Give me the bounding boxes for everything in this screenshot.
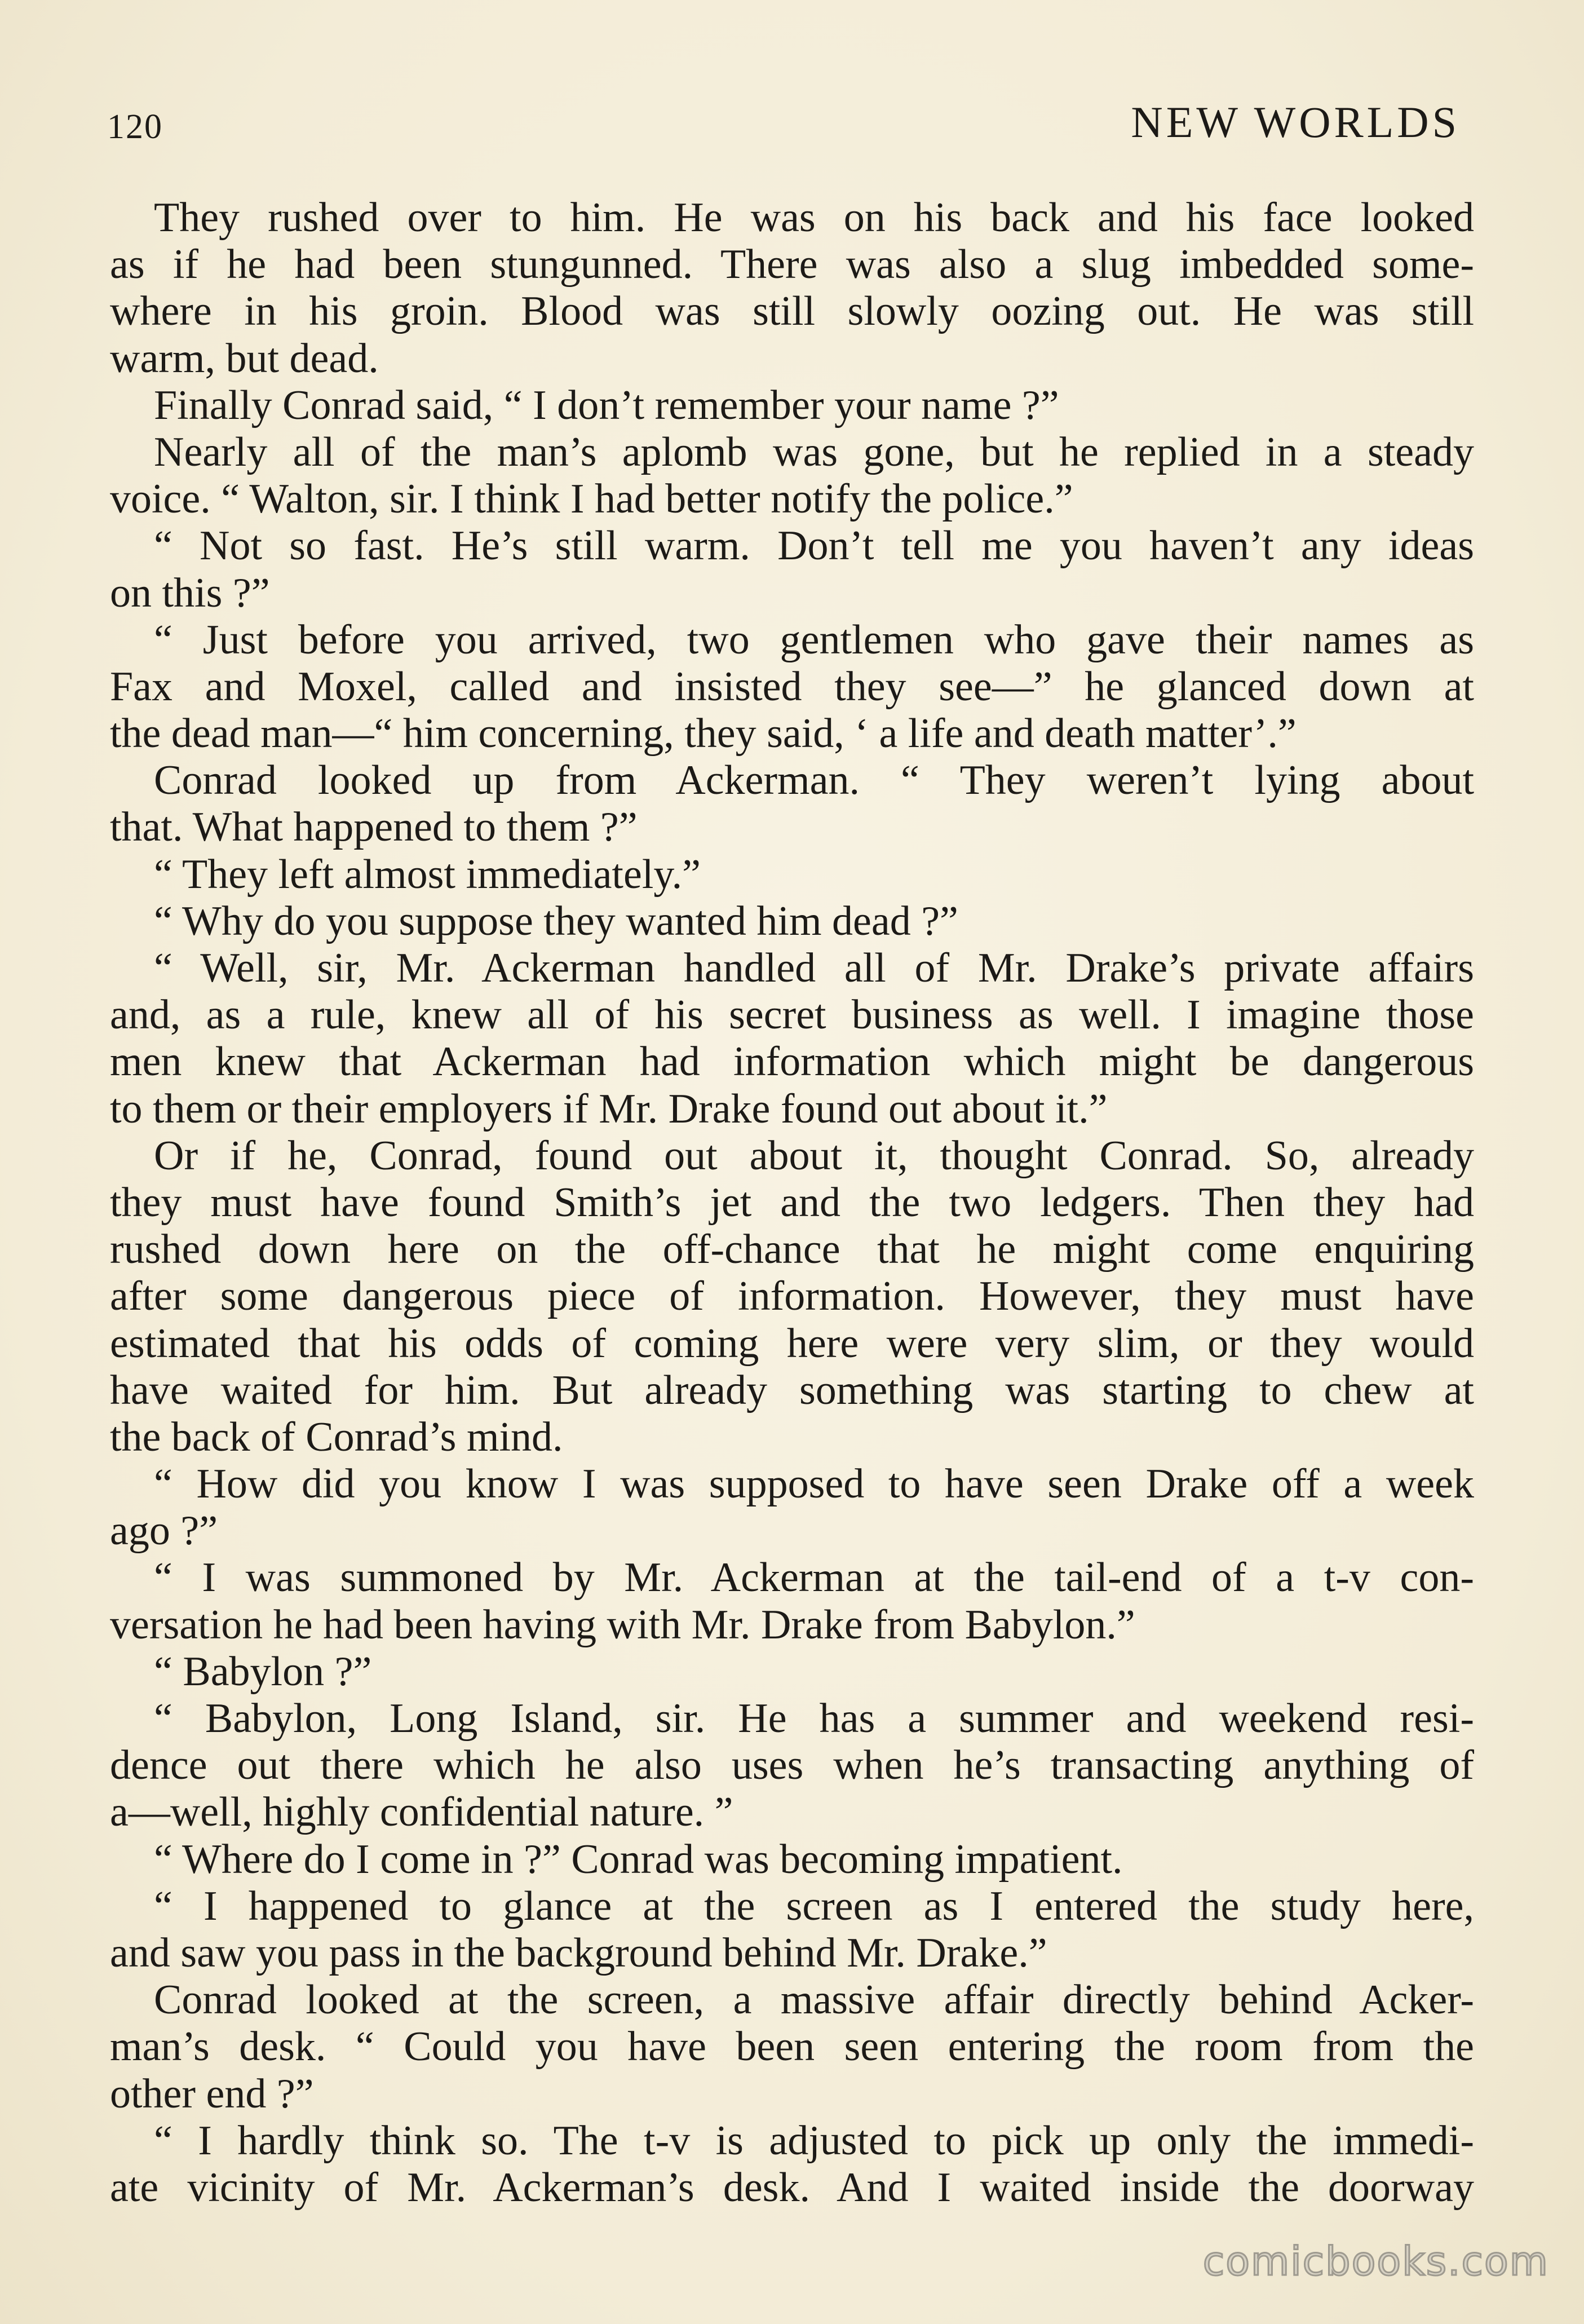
text-line: “ How did you know I was supposed to have seen Drake off a week <box>154 1461 1474 1508</box>
text-line: man’s desk. “ Could you have been seen entering the room from the <box>110 2023 1474 2070</box>
text-line: Or if he, Conrad, found out about it, thought Conrad. So, already <box>154 1132 1474 1179</box>
text-line: rushed down here on the off-chance that he might come enquiring <box>110 1226 1474 1273</box>
text-line: the dead man—“ him concerning, they said, ‘ a life and death matter’.” <box>110 710 1297 757</box>
watermark: comicbooks.com <box>1202 2238 1549 2285</box>
text-line: “ Just before you arrived, two gentlemen who gave their names as <box>154 616 1474 663</box>
text-line: men knew that Ackerman had information which might be dangerous <box>110 1039 1474 1085</box>
text-line: on this ?” <box>110 569 270 616</box>
page-header <box>107 97 1460 153</box>
text-line: have waited for him. But already something was starting to chew at <box>110 1367 1474 1413</box>
text-line: that. What happened to them ?” <box>110 804 638 851</box>
text-line: Nearly all of the man’s aplomb was gone, but he replied in a steady <box>154 428 1474 475</box>
text-line: voice. “ Walton, sir. I think I had better notify the police.” <box>110 476 1073 523</box>
text-line: as if he had been stungunned. There was also a slug imbedded some- <box>110 241 1474 288</box>
text-line: Fax and Moxel, called and insisted they see—” he glanced down at <box>110 663 1474 710</box>
text-line: “ Well, sir, Mr. Ackerman handled all of Mr. Drake’s private affairs <box>154 945 1474 991</box>
text-line: the back of Conrad’s mind. <box>110 1413 563 1460</box>
text-line: “ Why do you suppose they wanted him dead ?” <box>154 898 958 944</box>
text-line: “ Where do I come in ?” Conrad was becoming impatient. <box>154 1836 1123 1883</box>
text-line: where in his groin. Blood was still slowly oozing out. He was still <box>110 288 1474 335</box>
text-line: estimated that his odds of coming here were very slim, or they would <box>110 1320 1474 1367</box>
running-title: NEW WORLDS <box>1131 98 1460 147</box>
text-line: a—well, highly confidential nature. ” <box>110 1789 733 1836</box>
text-line: “ Not so fast. He’s still warm. Don’t tell me you haven’t any ideas <box>154 523 1474 569</box>
text-line: “ I happened to glance at the screen as I entered the study here, <box>154 1883 1474 1929</box>
text-line: other end ?” <box>110 2070 314 2117</box>
text-line: ago ?” <box>110 1508 218 1554</box>
text-line: they must have found Smith’s jet and the two ledgers. Then they had <box>110 1179 1474 1226</box>
body-text <box>110 195 1474 2211</box>
text-line: They rushed over to him. He was on his back and his face looked <box>154 195 1474 241</box>
text-line: Finally Conrad said, “ I don’t remember your name ?” <box>154 382 1059 428</box>
text-line: Conrad looked up from Ackerman. “ They weren’t lying about <box>154 757 1474 804</box>
text-line: “ I hardly think so. The t-v is adjusted to pick up only the immedi- <box>154 2117 1474 2164</box>
text-line: and, as a rule, knew all of his secret business as well. I imagine those <box>110 992 1474 1039</box>
text-line: after some dangerous piece of information. However, they must have <box>110 1273 1474 1320</box>
text-line: warm, but dead. <box>110 335 379 382</box>
text-line: versation he had been having with Mr. Drake from Babylon.” <box>110 1601 1135 1648</box>
text-line: ate vicinity of Mr. Ackerman’s desk. And I waited inside the doorway <box>110 2164 1474 2211</box>
text-line: to them or their employers if Mr. Drake found out about it.” <box>110 1085 1108 1132</box>
text-line: and saw you pass in the background behind Mr. Drake.” <box>110 1929 1047 1976</box>
text-line: dence out there which he also uses when he’s transacting anything of <box>110 1742 1474 1789</box>
text-line: “ They left almost immediately.” <box>154 851 701 898</box>
text-line: “ Babylon, Long Island, sir. He has a summer and weekend resi- <box>154 1695 1474 1742</box>
page-number: 120 <box>107 108 163 146</box>
text-line: Conrad looked at the screen, a massive affair directly behind Acker- <box>154 1977 1474 2023</box>
text-line: “ Babylon ?” <box>154 1648 372 1695</box>
text-line: “ I was summoned by Mr. Ackerman at the tail-end of a t-v con- <box>154 1554 1474 1601</box>
